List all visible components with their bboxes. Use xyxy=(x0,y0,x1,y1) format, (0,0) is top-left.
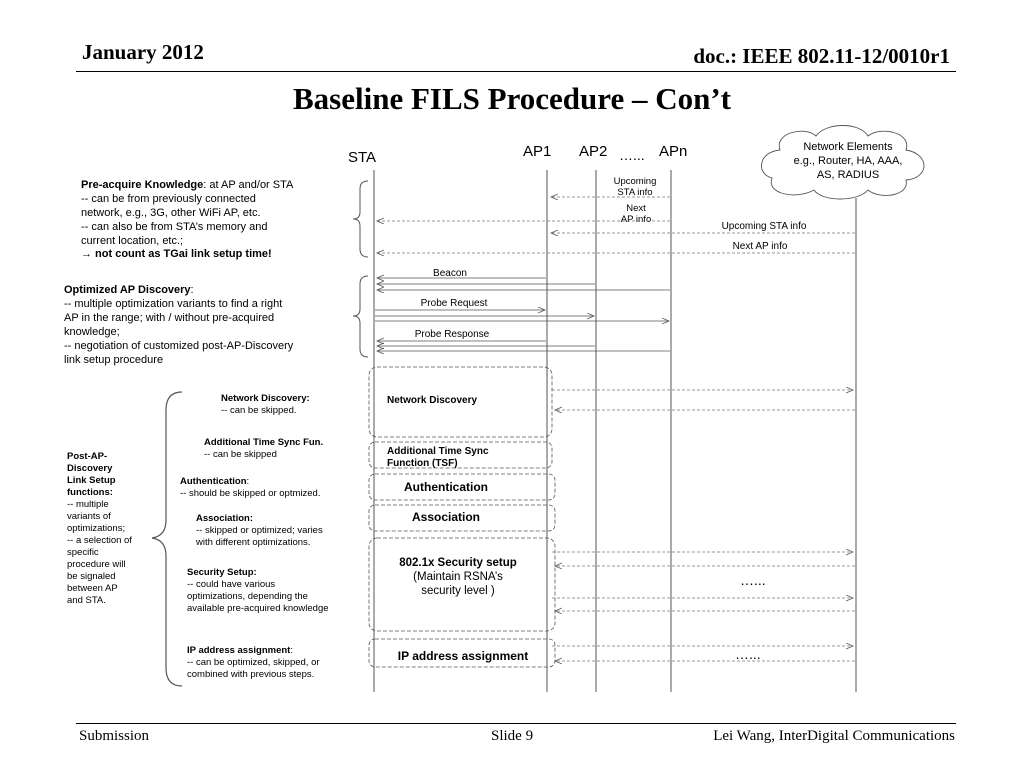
note-post-ap-line-1: -- multiple xyxy=(67,499,109,510)
box-authentication-label: Authentication xyxy=(404,480,488,494)
note-ip xyxy=(187,645,320,680)
note-preacquire-line-2: network, e.g., 3G, other WiFi AP, etc. xyxy=(81,207,261,219)
note-network-discovery xyxy=(221,393,310,416)
note-post-ap xyxy=(67,451,132,606)
note-assoc-heading: Association: xyxy=(196,513,254,524)
note-post-ap-line-6: procedure will xyxy=(67,559,126,570)
note-ip-heading-rest: : xyxy=(290,645,293,656)
note-optimized-line-4: -- negotiation of customized post-AP-Discovery xyxy=(64,340,294,352)
msg-next-ap-label-1: Next xyxy=(626,203,646,214)
msg-next-ap-label-2: AP info xyxy=(620,214,652,225)
note-optimized-line-2: AP in the range; with / without pre-acquired xyxy=(64,312,275,324)
note-optimized-line-5: link setup procedure xyxy=(64,354,164,366)
box-time-sync-label-1: Additional Time Sync xyxy=(387,446,489,457)
note-post-ap-heading-4: functions: xyxy=(67,487,113,498)
note-assoc-line-2: with different optimizations. xyxy=(196,537,311,548)
note-post-ap-line-4: -- a selection of xyxy=(67,535,132,546)
note-time-sync xyxy=(204,437,323,460)
svg-text:→ not count as TGai link setup xyxy=(81,248,272,260)
note-optimized-heading: Optimized AP Discovery xyxy=(64,284,191,296)
svg-text:IP address assignment: xyxy=(187,645,293,656)
note-ip-line-2: combined with previous steps. xyxy=(187,669,315,680)
footer-left: Submission xyxy=(79,728,150,744)
note-post-ap-heading-1: Post-AP- xyxy=(67,451,108,462)
header-doc-id: doc.: IEEE 802.11-12/0010r1 xyxy=(693,44,950,68)
note-preacquire-line-1: -- can be from previously connected xyxy=(81,193,256,205)
box-security-label-1: 802.1x Security setup xyxy=(399,557,517,569)
note-preacquire-heading-rest: : at AP and/or STA xyxy=(203,179,294,191)
box-security-label-3: security level ) xyxy=(421,585,495,597)
brace-preacquire xyxy=(353,181,368,257)
lane-label-ap2: AP2 xyxy=(579,143,608,160)
cloud-line-1: Network Elements xyxy=(803,141,893,153)
footer-author: Lei Wang, InterDigital Communications xyxy=(713,728,955,744)
msg-probe-response-label: Probe Response xyxy=(414,329,490,340)
msg-sec-dots: …... xyxy=(740,572,766,588)
cloud-line-2: e.g., Router, HA, AAA, xyxy=(793,155,903,167)
lane-label-apn: APn xyxy=(659,143,688,160)
note-post-ap-line-8: between AP xyxy=(67,583,118,594)
footer-slide-number: Slide 9 xyxy=(491,728,534,744)
note-authentication xyxy=(180,476,320,499)
note-sec-line-3: available pre-acquired knowledge xyxy=(187,603,329,614)
box-network-discovery-label: Network Discovery xyxy=(387,395,478,406)
note-nd-heading: Network Discovery: xyxy=(221,393,310,404)
msg-upcoming-sta-ne-label: Upcoming STA info xyxy=(721,221,807,232)
note-assoc-line-1: -- skipped or optimized; varies xyxy=(196,525,323,536)
box-security-label-2: (Maintain RSNA’s xyxy=(413,571,503,583)
note-auth-heading-rest: : xyxy=(246,476,250,487)
note-post-ap-line-5: specific xyxy=(67,547,99,558)
svg-text:Pre-acquire Knowledge: at AP a xyxy=(81,179,294,191)
note-sec-line-2: optimizations, depending the xyxy=(187,591,308,602)
note-post-ap-line-9: and STA. xyxy=(67,595,106,606)
note-ts-line: -- can be skipped xyxy=(204,449,277,460)
network-elements-cloud xyxy=(762,126,924,200)
note-preacquire xyxy=(81,179,294,260)
note-ip-line-1: -- can be optimized, skipped, or xyxy=(187,657,320,668)
msg-next-ap-ne-label: Next AP info xyxy=(732,241,788,252)
svg-text:Authentication: xyxy=(180,476,249,487)
lane-label-dots: …... xyxy=(619,147,645,163)
note-optimized xyxy=(64,284,294,366)
note-post-ap-heading-3: Link Setup xyxy=(67,475,116,486)
msg-beacon-label: Beacon xyxy=(433,268,467,279)
arrow-right-icon: → xyxy=(81,248,92,260)
lane-label-sta: STA xyxy=(348,149,377,166)
svg-text:Optimized AP Discovery: xyxy=(64,284,194,296)
note-optimized-line-3: knowledge; xyxy=(64,326,120,338)
note-security xyxy=(187,567,329,614)
note-post-ap-heading-2: Discovery xyxy=(67,463,113,474)
note-sec-line-1: -- could have various xyxy=(187,579,276,590)
box-time-sync-label-2: Function (TSF) xyxy=(387,458,458,469)
box-association-label: Association xyxy=(411,510,481,524)
note-preacquire-bold-line: not count as TGai link setup time! xyxy=(92,248,272,260)
slide-title: Baseline FILS Procedure – Con’t xyxy=(292,81,731,116)
note-post-ap-line-2: variants of xyxy=(67,511,111,522)
msg-upcoming-sta-ap-label-2: STA info xyxy=(617,187,653,198)
msg-ip-dots: …... xyxy=(735,646,761,662)
box-ip-label: IP address assignment xyxy=(397,649,529,663)
note-sec-heading: Security Setup: xyxy=(187,567,257,578)
note-ip-heading: IP address assignment xyxy=(187,645,291,656)
note-preacquire-line-3: -- can also be from STA’s memory and xyxy=(81,221,268,233)
note-optimized-heading-rest: : xyxy=(190,284,194,296)
lane-label-ap1: AP1 xyxy=(523,143,552,160)
note-preacquire-heading: Pre-acquire Knowledge xyxy=(81,179,204,191)
note-nd-line: -- can be skipped. xyxy=(221,405,297,416)
note-preacquire-line-4: current location, etc.; xyxy=(81,235,184,247)
note-ts-heading: Additional Time Sync Fun. xyxy=(204,437,324,448)
note-association xyxy=(195,513,323,548)
cloud-line-3: AS, RADIUS xyxy=(816,169,880,181)
note-optimized-line-1: -- multiple optimization variants to find a right xyxy=(64,298,283,310)
note-post-ap-line-7: be signaled xyxy=(67,571,116,582)
note-auth-heading: Authentication xyxy=(180,476,247,487)
msg-upcoming-sta-ap-label-1: Upcoming xyxy=(613,176,657,187)
footer-rule xyxy=(76,723,956,724)
header-date: January 2012 xyxy=(82,40,204,64)
msg-probe-request-label: Probe Request xyxy=(420,298,488,309)
note-auth-line: -- should be skipped or optmized. xyxy=(180,488,321,499)
note-post-ap-line-3: optimizations; xyxy=(67,523,126,534)
brace-optimized xyxy=(353,276,368,357)
brace-post-ap xyxy=(152,392,182,686)
